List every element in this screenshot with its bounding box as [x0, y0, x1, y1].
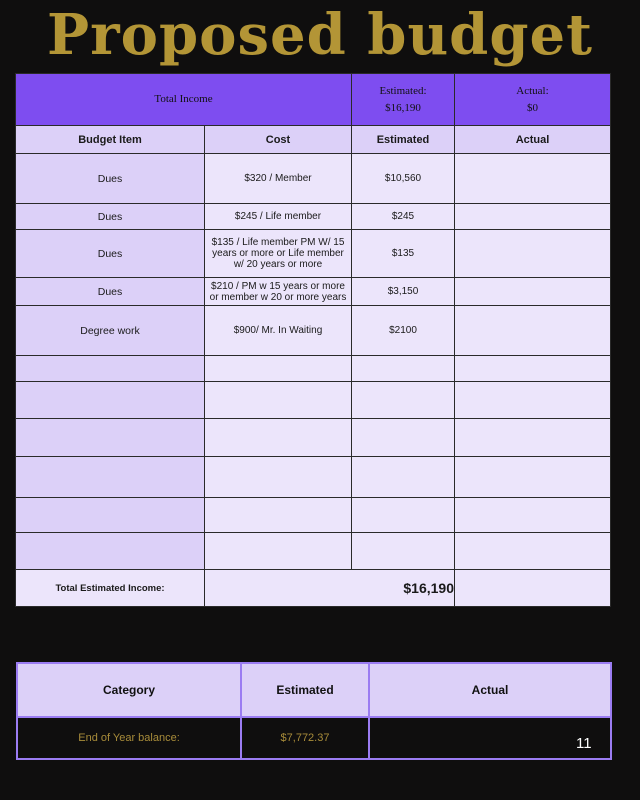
table-row	[16, 306, 611, 356]
empty-cell	[352, 382, 455, 419]
category-cell: End of Year balance:	[17, 717, 241, 759]
table-row	[16, 230, 611, 278]
cost-cell: $210 / PM w 15 years or more or member w 20 or more years	[205, 278, 352, 306]
estimated-cell: $245	[352, 204, 455, 230]
actual-cell[interactable]	[455, 204, 611, 230]
summary-header-row	[17, 663, 611, 717]
empty-cell	[205, 382, 352, 419]
actual-cell[interactable]	[369, 717, 611, 759]
total-row	[16, 570, 611, 607]
empty-row	[16, 533, 611, 570]
column-header-budget-item: Budget Item	[16, 126, 205, 154]
estimated-header-label: Estimated:	[379, 84, 427, 97]
empty-cell[interactable]	[455, 419, 611, 457]
empty-cell	[205, 498, 352, 533]
empty-cell[interactable]	[455, 382, 611, 419]
cost-cell: $135 / Life member PM W/ 15 years or more or Life member w/ 20 years or more	[205, 230, 352, 278]
budget-item-cell: Dues	[16, 278, 205, 306]
budget-item-cell: Dues	[16, 230, 205, 278]
actual-cell[interactable]	[455, 154, 611, 204]
empty-row	[16, 356, 611, 382]
actual-cell[interactable]	[455, 306, 611, 356]
empty-cell	[16, 533, 205, 570]
estimated-cell: $3,150	[352, 278, 455, 306]
empty-cell	[205, 457, 352, 498]
summary-row	[17, 717, 611, 759]
empty-cell[interactable]	[455, 533, 611, 570]
table-row	[16, 154, 611, 204]
estimated-cell: $7,772.37	[241, 717, 369, 759]
estimated-header-value: $16,190	[385, 101, 421, 114]
empty-cell	[16, 419, 205, 457]
estimated-cell: $2100	[352, 306, 455, 356]
actual-cell[interactable]	[455, 230, 611, 278]
empty-cell	[16, 457, 205, 498]
income-table	[15, 73, 611, 607]
actual-header-label: Actual:	[516, 84, 549, 97]
column-header-actual: Actual	[369, 663, 611, 717]
summary-table	[16, 662, 612, 760]
total-actual-cell[interactable]	[455, 570, 611, 607]
column-header-row	[16, 126, 611, 154]
table-row	[16, 204, 611, 230]
empty-cell	[205, 419, 352, 457]
empty-cell	[352, 419, 455, 457]
page-title: Proposed budget	[47, 2, 593, 68]
empty-cell	[352, 457, 455, 498]
budget-item-cell: Dues	[16, 204, 205, 230]
column-header-estimated: Estimated	[241, 663, 369, 717]
empty-cell	[352, 533, 455, 570]
empty-cell[interactable]	[455, 356, 611, 382]
column-header-category: Category	[17, 663, 241, 717]
empty-cell	[16, 498, 205, 533]
total-estimated-income-value: $16,190	[205, 570, 455, 607]
total-estimated-income-label: Total Estimated Income:	[16, 570, 205, 607]
income-header-row	[16, 74, 611, 126]
estimated-cell: $135	[352, 230, 455, 278]
budget-item-cell: Dues	[16, 154, 205, 204]
column-header-estimated: Estimated	[352, 126, 455, 154]
empty-cell	[205, 533, 352, 570]
cost-cell: $900/ Mr. In Waiting	[205, 306, 352, 356]
empty-cell	[352, 498, 455, 533]
actual-total-cell	[455, 74, 611, 126]
empty-cell[interactable]	[455, 498, 611, 533]
estimated-total-cell	[352, 74, 455, 126]
table-row	[16, 278, 611, 306]
total-income-label: Total Income	[16, 74, 352, 126]
column-header-actual: Actual	[455, 126, 611, 154]
empty-cell	[205, 356, 352, 382]
budget-item-cell: Degree work	[16, 306, 205, 356]
empty-row	[16, 419, 611, 457]
estimated-cell: $10,560	[352, 154, 455, 204]
cost-cell: $245 / Life member	[205, 204, 352, 230]
page-number: 11	[576, 735, 592, 752]
column-header-cost: Cost	[205, 126, 352, 154]
empty-cell[interactable]	[455, 457, 611, 498]
actual-cell[interactable]	[455, 278, 611, 306]
actual-header-value: $0	[527, 101, 538, 114]
empty-row	[16, 382, 611, 419]
empty-cell	[16, 382, 205, 419]
empty-row	[16, 498, 611, 533]
empty-row	[16, 457, 611, 498]
empty-cell	[352, 356, 455, 382]
empty-cell	[16, 356, 205, 382]
cost-cell: $320 / Member	[205, 154, 352, 204]
